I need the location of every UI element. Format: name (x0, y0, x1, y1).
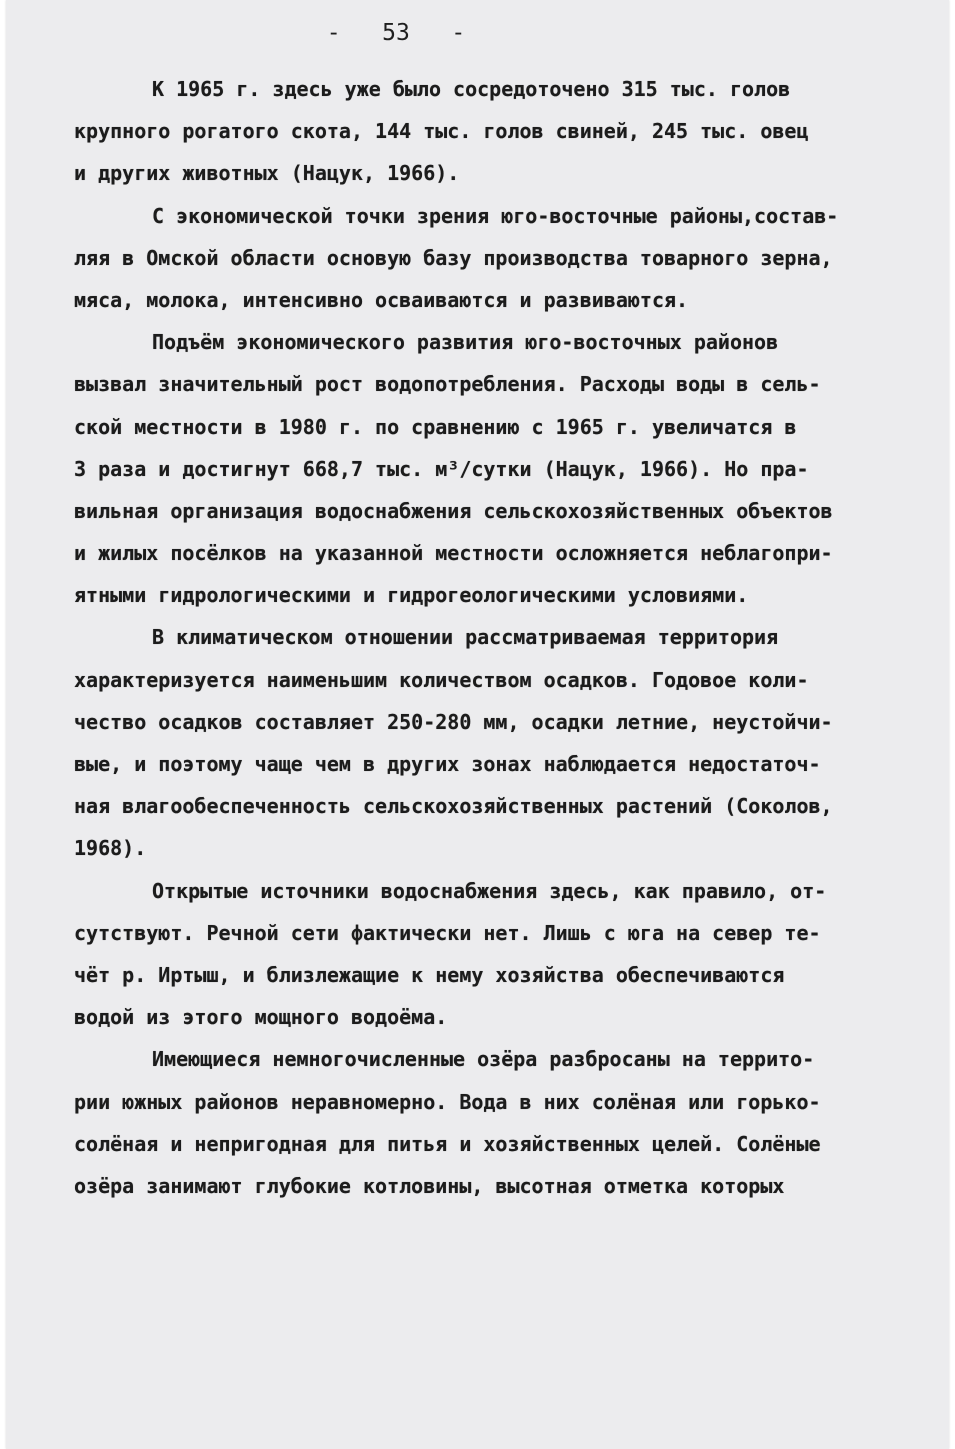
paragraph-1 (74, 68, 894, 195)
text-line: Подъём экономического развития юго-восточных районов (152, 330, 779, 355)
text-line: вые, и поэтому чаще чем в других зонах наблюдается недостаточ- (74, 752, 821, 776)
text-line: характеризуется наименьшим количеством осадков. Годовое коли- (74, 667, 809, 692)
text-line: ная влагообеспеченность сельскохозяйственных растений (Соколов, (74, 794, 833, 819)
text-line: и других животных (Нацук, 1966). (74, 161, 460, 186)
text-line: рии южных районов неравномерно. Вода в них солёная или горько- (74, 1089, 821, 1114)
text-line: мяса, молока, интенсивно осваиваются и развиваются. (74, 287, 689, 312)
text-line: В климатическом отношении рассматриваемая территория (152, 625, 779, 650)
text-line: К 1965 г. здесь уже было сосредоточено 315 тыс. голов (152, 77, 791, 101)
paragraph-2 (74, 195, 894, 322)
text-line: 3 раза и достигнут 668,7 тыс. м³/сутки (Нацук, 1966). Но пра- (74, 456, 809, 481)
text-line: ской местности в 1980 г. по сравнению с 1965 г. увеличатся в (74, 414, 797, 439)
text-line: Имеющиеся немногочисленные озёра разбросаны на террито- (152, 1047, 815, 1072)
paragraph-6 (74, 1038, 894, 1207)
paragraph-3 (74, 321, 894, 616)
text-line: солёная и непригодная для питья и хозяйственных целей. Солёные (74, 1131, 821, 1156)
text-line: водой из этого мощного водоёма. (74, 1005, 448, 1030)
paragraph-4 (74, 616, 894, 869)
text-line: крупного рогатого скота, 144 тыс. голов свиней, 245 тыс. овец (74, 119, 809, 144)
text-line: чество осадков составляет 250-280 мм, осадки летние, неустойчи- (74, 709, 833, 734)
text-line: С экономической точки зрения юго-восточные районы,состав- (152, 203, 839, 228)
text-line: чёт р. Иртыш, и близлежащие к нему хозяйства обеспечиваются (74, 962, 785, 987)
text-line: 1968). (74, 836, 147, 861)
document-page (6, 0, 949, 1449)
text-line: и жилых посёлков на указанной местности осложняется неблагопри- (74, 541, 833, 566)
paragraph-5 (74, 870, 894, 1039)
text-line: Открытые источники водоснабжения здесь, как правило, от- (152, 878, 827, 903)
body-text (74, 68, 894, 1207)
page-number: - 53 - (326, 20, 466, 46)
text-line: вильная организация водоснабжения сельскохозяйственных объектов (74, 498, 833, 523)
text-line: ляя в Омской области основую базу производства товарного зерна, (74, 245, 833, 270)
text-line: ятными гидрологическими и гидрогеологическими условиями. (74, 583, 749, 608)
text-line: вызвал значительный рост водопотребления. Расходы воды в сель- (74, 372, 821, 397)
text-line: сутствуют. Речной сети фактически нет. Лишь с юга на север те- (74, 920, 821, 945)
text-line: озёра занимают глубокие котловины, высотная отметка которых (74, 1173, 785, 1198)
